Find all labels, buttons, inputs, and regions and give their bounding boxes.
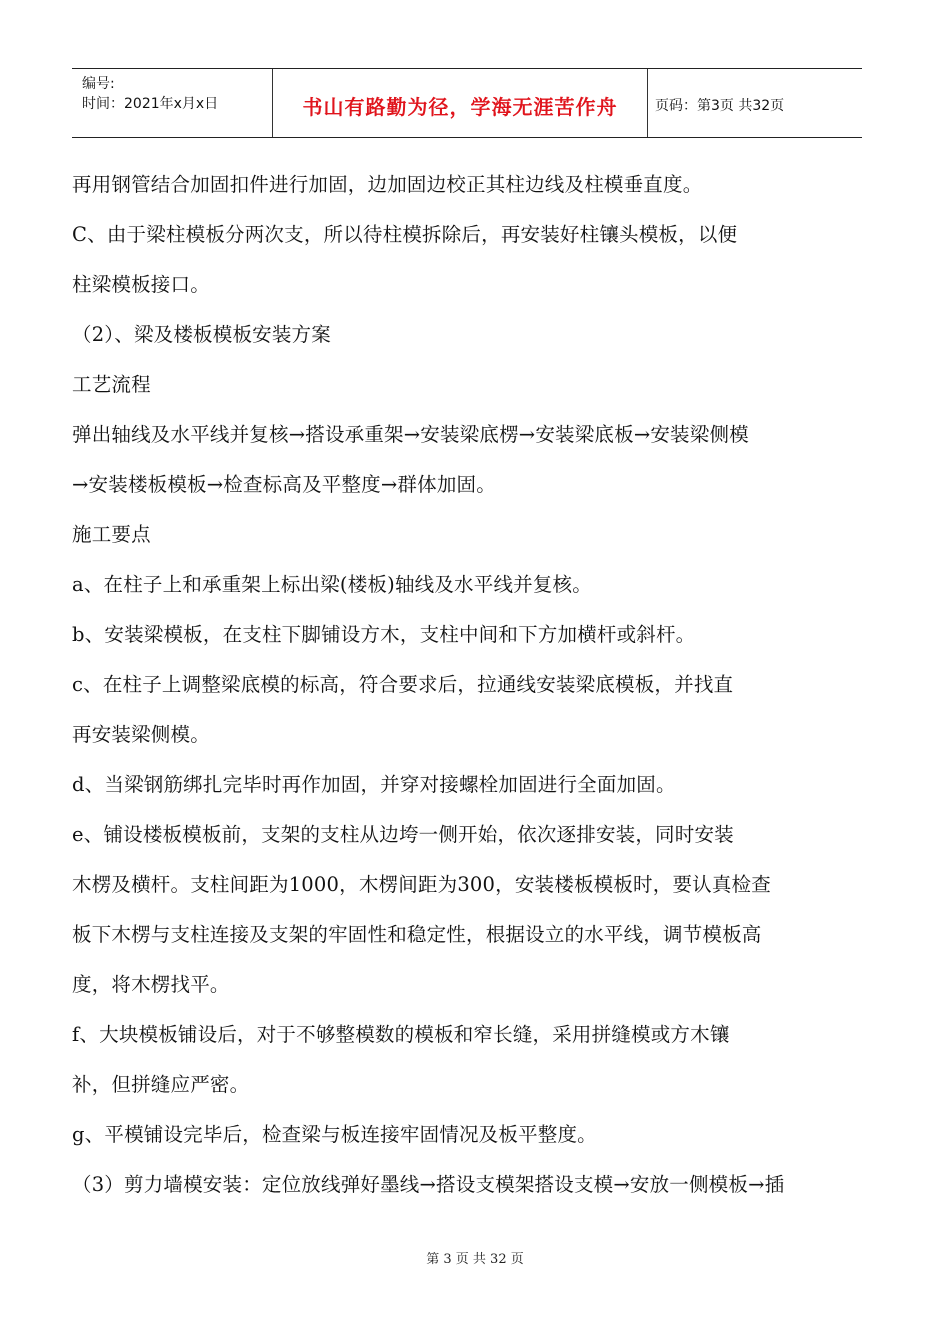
document-number-label: 编号: xyxy=(82,76,115,92)
header-page-info: 页码：第3页 共32页 xyxy=(655,98,785,114)
body-line: 再用钢管结合加固扣件进行加固，边加固边校正其柱边线及柱模垂直度。 xyxy=(72,173,703,196)
body-line: C、由于梁柱模板分两次支，所以待柱模拆除后，再安装好柱镶头模板，以便 xyxy=(72,223,738,246)
body-line: g、平模铺设完毕后，检查梁与板连接牢固情况及板平整度。 xyxy=(72,1123,597,1146)
body-line: 补，但拼缝应严密。 xyxy=(72,1073,250,1096)
body-line: a、在柱子上和承重架上标出梁(楼板)轴线及水平线并复核。 xyxy=(72,573,592,596)
body-line: 弹出轴线及水平线并复核→搭设承重架→安装梁底楞→安装梁底板→安装梁侧模 xyxy=(72,423,749,446)
body-line: b、安装梁模板，在支柱下脚铺设方木，支柱中间和下方加横杆或斜杆。 xyxy=(72,623,696,646)
header-motto-cell xyxy=(272,69,648,137)
body-line: e、铺设楼板模板前，支架的支柱从边垮一侧开始，依次逐排安装，同时安装 xyxy=(72,823,734,846)
header-meta-cell xyxy=(72,69,272,137)
body-line: 度，将木楞找平。 xyxy=(72,973,230,996)
body-line: →安装楼板模板→检查标高及平整度→群体加固。 xyxy=(72,473,496,496)
subheading-key-points: 施工要点 xyxy=(72,523,151,546)
body-line: 板下木楞与支柱连接及支架的牢固性和稳定性，根据设立的水平线，调节模板高 xyxy=(72,923,762,946)
page-footer: 第 3 页 共 32 页 xyxy=(426,1252,524,1267)
body-line: d、当梁钢筋绑扎完毕时再作加固，并穿对接螺栓加固进行全面加固。 xyxy=(72,773,676,796)
header-page-cell xyxy=(647,69,862,137)
subheading-process: 工艺流程 xyxy=(72,373,151,396)
body-line: 柱梁模板接口。 xyxy=(72,273,210,296)
document-time-label: 时间：2021年x月x日 xyxy=(82,96,219,112)
header-motto: 书山有路勤为径，学海无涯苦作舟 xyxy=(302,95,618,119)
body-line: 木楞及横杆。支柱间距为1000，木楞间距为300，安装楼板模板时，要认真检查 xyxy=(72,873,771,896)
body-line: c、在柱子上调整梁底模的标高，符合要求后，拉通线安装梁底模板，并找直 xyxy=(72,673,734,696)
body-line: 再安装梁侧模。 xyxy=(72,723,210,746)
document-body xyxy=(72,160,862,1210)
document-header xyxy=(72,68,862,138)
section-heading: （2）、梁及楼板模板安装方案 xyxy=(72,323,331,346)
body-line: （3）剪力墙模安装：定位放线弹好墨线→搭设支模架搭设支模→安放一侧模板→插 xyxy=(72,1173,785,1196)
body-line: f、大块模板铺设后，对于不够整模数的模板和窄长缝，采用拼缝模或方木镶 xyxy=(72,1023,730,1046)
